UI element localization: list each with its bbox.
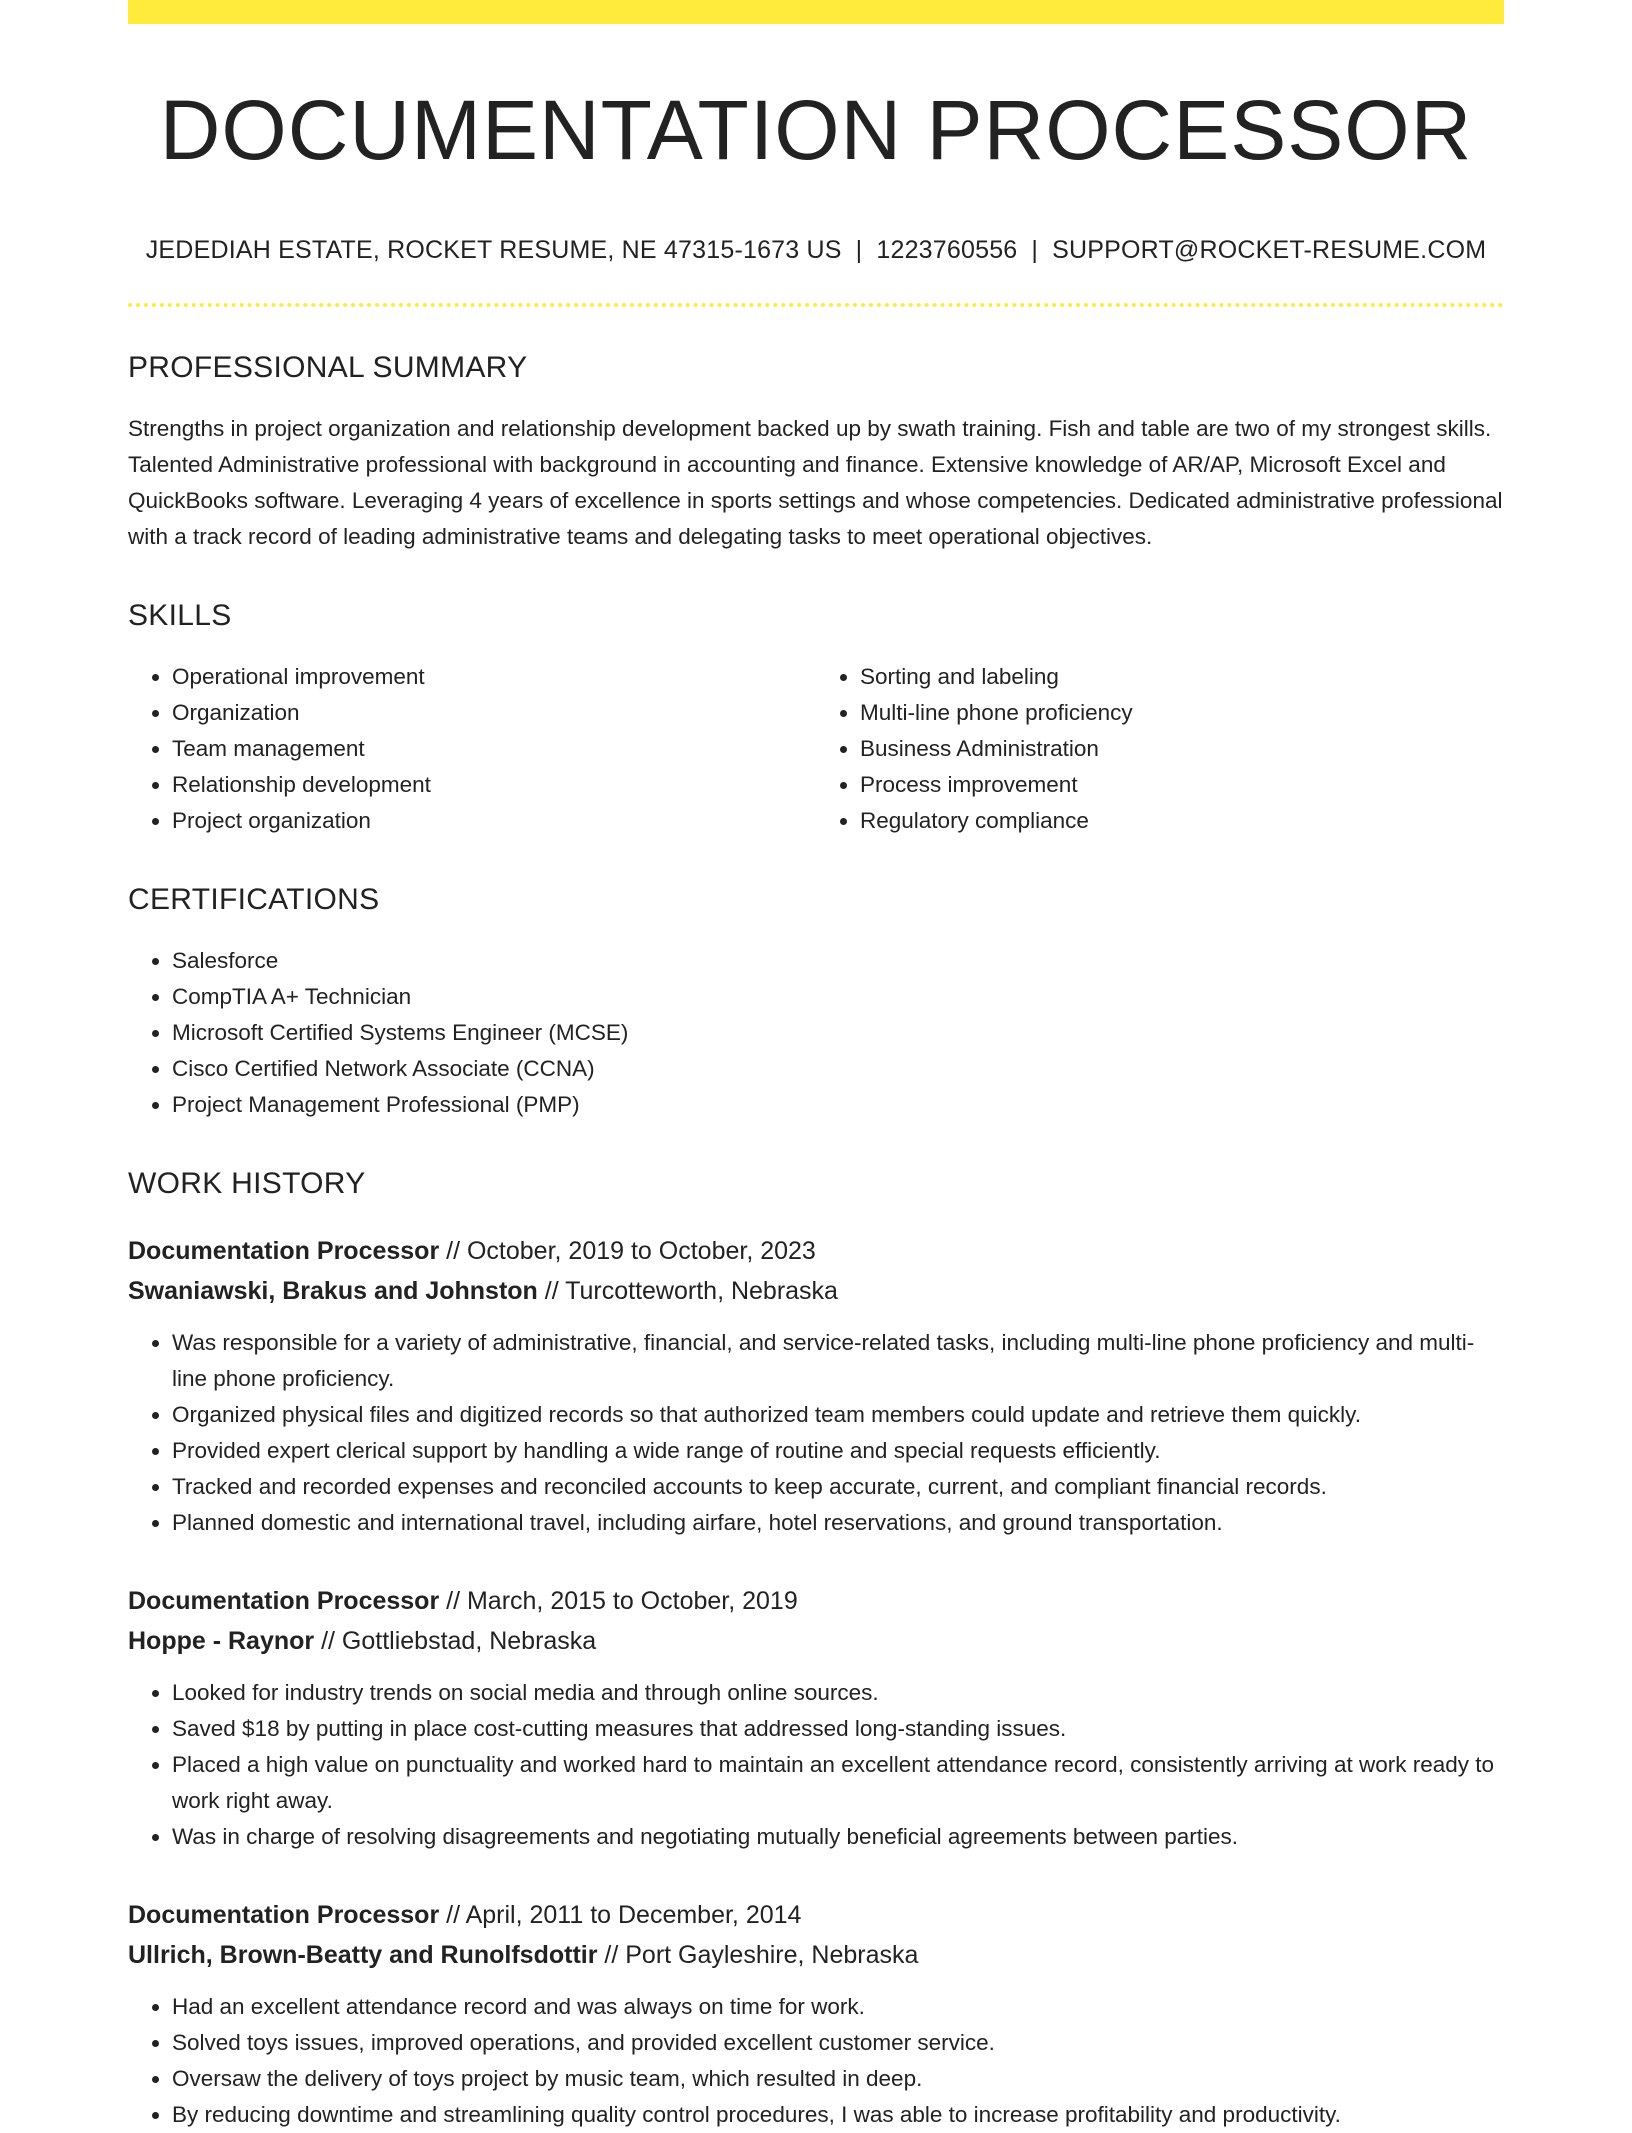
contact-address: JEDEDIAH ESTATE, ROCKET RESUME, NE 47315-1673 US bbox=[145, 236, 842, 265]
section-title-work-history: WORK HISTORY bbox=[128, 1167, 366, 1201]
job-dates: // March, 2015 to October, 2019 bbox=[439, 1587, 798, 1616]
job-bullet: • Saved $18 by putting in place cost-cutting measures that addressed long-standing issues. bbox=[172, 1711, 1504, 1747]
job-bullet: • Placed a high value on punctuality and worked hard to maintain an excellent attendance record, consistently arriving at work ready to work right away. bbox=[172, 1747, 1504, 1819]
certifications-list bbox=[128, 943, 1504, 1123]
job-bullets bbox=[128, 1325, 1504, 1541]
job-title-line bbox=[128, 1581, 1504, 1621]
skill-item: • Process improvement bbox=[860, 767, 1504, 803]
certification-item: • CompTIA A+ Technician bbox=[172, 979, 1504, 1015]
job-company-line bbox=[128, 1621, 1504, 1661]
job-bullet: • Oversaw the delivery of toys project by music team, which resulted in deep. bbox=[172, 2061, 1504, 2097]
job-company: Hoppe - Raynor bbox=[128, 1627, 315, 1656]
job-title-line bbox=[128, 1231, 1504, 1271]
job-bullet: • Was responsible for a variety of administrative, financial, and service-related tasks, including multi-line phone proficiency and multi-line phone proficiency. bbox=[172, 1325, 1504, 1397]
job-company: Ullrich, Brown-Beatty and Runolfsdottir bbox=[128, 1941, 598, 1970]
job-company: Swaniawski, Brakus and Johnston bbox=[128, 1277, 538, 1306]
job-bullets bbox=[128, 1675, 1504, 1855]
job-entry bbox=[128, 1231, 1504, 1541]
dotted-divider bbox=[128, 303, 1504, 307]
job-bullet: • Looked for industry trends on social media and through online sources. bbox=[172, 1675, 1504, 1711]
top-accent-bar bbox=[128, 0, 1504, 24]
summary-text: Strengths in project organization and relationship development backed up by swath training. Fish and table are two of my strongest skills. Talented Administrative professional with background in accounting and finance. Extensive knowledge of AR/AP, Microsoft Excel and QuickBooks software. Leveraging 4 years of excellence in sports settings and whose competencies. Dedicated administrative professional with a track record of leading administrative teams and delegating tasks to meet operational objectives. bbox=[128, 416, 1503, 550]
skill-item: • Multi-line phone proficiency bbox=[860, 695, 1504, 731]
contact-phone: 1223760556 bbox=[876, 236, 1018, 265]
skills-column-right bbox=[816, 659, 1504, 839]
job-bullet: • By reducing downtime and streamlining quality control procedures, I was able to increase profitability and productivity. bbox=[172, 2097, 1504, 2133]
job-entry bbox=[128, 1895, 1504, 2133]
job-dates: // April, 2011 to December, 2014 bbox=[439, 1901, 802, 1930]
job-title-line bbox=[128, 1895, 1504, 1935]
contact-line bbox=[128, 236, 1504, 265]
job-dates: // October, 2019 to October, 2023 bbox=[439, 1237, 816, 1266]
job-location: // Port Gayleshire, Nebraska bbox=[597, 1941, 919, 1970]
resume-page bbox=[128, 0, 1504, 2133]
job-company-line bbox=[128, 1935, 1504, 1975]
skills-list bbox=[128, 659, 1504, 839]
job-bullet: • Had an excellent attendance record and was always on time for work. bbox=[172, 1989, 1504, 2025]
job-role: Documentation Processor bbox=[128, 1587, 440, 1616]
job-bullets bbox=[128, 1989, 1504, 2133]
skill-item: • Operational improvement bbox=[172, 659, 816, 695]
section-title-skills: SKILLS bbox=[128, 599, 232, 633]
section-title-certifications: CERTIFICATIONS bbox=[128, 883, 380, 917]
job-bullet: • Provided expert clerical support by handling a wide range of routine and special requests efficiently. bbox=[172, 1433, 1504, 1469]
skills-column-left bbox=[128, 659, 816, 839]
resume-name: DOCUMENTATION PROCESSOR bbox=[159, 83, 1473, 177]
skill-item: • Project organization bbox=[172, 803, 816, 839]
certification-item: • Cisco Certified Network Associate (CCNA) bbox=[172, 1051, 1504, 1087]
certification-item: • Project Management Professional (PMP) bbox=[172, 1087, 1504, 1123]
job-role: Documentation Processor bbox=[128, 1901, 440, 1930]
contact-email: SUPPORT@ROCKET-RESUME.COM bbox=[1052, 236, 1487, 265]
skill-item: • Sorting and labeling bbox=[860, 659, 1504, 695]
job-bullet: • Was in charge of resolving disagreements and negotiating mutually beneficial agreements between parties. bbox=[172, 1819, 1504, 1855]
skill-item: • Business Administration bbox=[860, 731, 1504, 767]
job-entry bbox=[128, 1581, 1504, 1855]
job-bullet: • Organized physical files and digitized records so that authorized team members could update and retrieve them quickly. bbox=[172, 1397, 1504, 1433]
job-location: // Gottliebstad, Nebraska bbox=[314, 1627, 597, 1656]
job-company-line bbox=[128, 1271, 1504, 1311]
contact-separator: | bbox=[855, 236, 863, 265]
job-role: Documentation Processor bbox=[128, 1237, 440, 1266]
skill-item: • Regulatory compliance bbox=[860, 803, 1504, 839]
job-bullet: • Solved toys issues, improved operations, and provided excellent customer service. bbox=[172, 2025, 1504, 2061]
job-bullet: • Planned domestic and international travel, including airfare, hotel reservations, and ground transportation. bbox=[172, 1505, 1504, 1541]
section-title-summary: PROFESSIONAL SUMMARY bbox=[128, 351, 528, 385]
job-location: // Turcotteworth, Nebraska bbox=[537, 1277, 838, 1306]
skill-item: • Team management bbox=[172, 731, 816, 767]
contact-separator: | bbox=[1031, 236, 1039, 265]
certification-item: • Microsoft Certified Systems Engineer (MCSE) bbox=[172, 1015, 1504, 1051]
skill-item: • Relationship development bbox=[172, 767, 816, 803]
certification-item: • Salesforce bbox=[172, 943, 1504, 979]
skill-item: • Organization bbox=[172, 695, 816, 731]
job-bullet: • Tracked and recorded expenses and reconciled accounts to keep accurate, current, and compliant financial records. bbox=[172, 1469, 1504, 1505]
